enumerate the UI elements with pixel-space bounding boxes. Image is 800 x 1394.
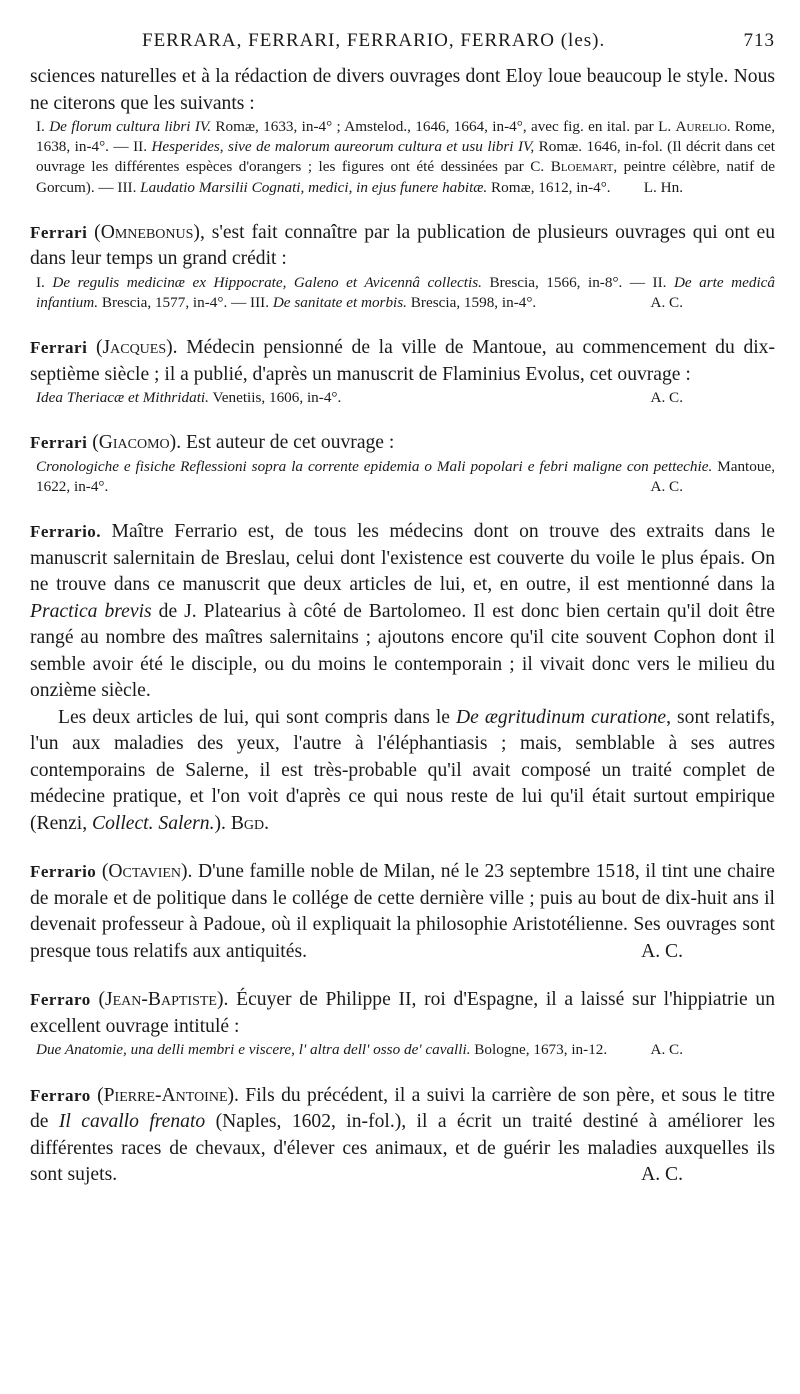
entry-forename: (Giacomo)	[92, 432, 177, 454]
entry-bibliography	[30, 457, 775, 497]
entry-name: Ferrario.	[30, 522, 102, 542]
header-title: FERRARA, FERRARI, FERRARIO, FERRARO (les).	[142, 30, 606, 51]
note-text: Venetiis, 1606, in-4°.	[208, 389, 342, 407]
book-title: De florum cultura libri IV.	[49, 118, 211, 135]
intro-bibliography	[30, 117, 775, 198]
book-title: Collect. Salern.	[92, 812, 215, 834]
note-text: , peintre célèbre, natif de Gorcum). — III.	[36, 158, 775, 196]
book-title: Cronologiche e fisiche Reflessioni sopra la corrente epidemia o Mali popolari e febri maligne con pettechie.	[36, 457, 713, 475]
book-title: Laudatio Marsilii Cognati, medici, in ejus funere habitæ.	[140, 178, 488, 196]
entry-text: , s'est fait connaître par la publication de plusieurs ouvrages qui ont eu dans leur temps un grand crédit :	[30, 221, 775, 270]
book-title: De arte medicâ infantium.	[36, 273, 776, 312]
author-signature: A. C.	[650, 389, 683, 407]
entry-text: . Est auteur de cet ouvrage :	[176, 432, 395, 454]
book-title: Idea Theriacæ et Mithridati.	[36, 389, 209, 407]
entry-bibliography	[30, 388, 775, 408]
entry-text: . D'une famille noble de Milan, né le 23 septembre 1518, il tint une chaire de morale et de politique dans le collége de cette dernière ville ; puis au bout de dix-huit ans il devenait professeur à Padoue, où il expliquait la philosophie Aristotélienne. Ses ouvrages sont presque tous relatifs aux antiquités.	[30, 861, 775, 962]
entry-bibliography	[30, 1040, 775, 1060]
entry-text: , sont relatifs, l'un aux maladies des yeux, l'autre à l'éléphantiasis ; mais, semblable à ses autres contemporains de Salerne, il est très-probable qu'il avait composé un traité complet de médecine pratique, et l'on voit d'après ce qui nous reste de lui qu'il était surtout empirique (Renzi,	[30, 706, 776, 834]
note-text: Brescia, 1577, in-4°. — III.	[98, 294, 273, 312]
entry-text: Maître Ferrario est, de tous les médecins dont on trouve des extraits dans le manuscrit salernitain de Breslau, celui dont l'existence est couverte du voile le plus épais. On ne trouve dans ce manuscrit que deux articles de lui, et, en outre, il est mentionné dans la	[30, 521, 775, 596]
note-text: Romæ. 1646, in-fol. (Il décrit dans cet ouvrage les différentes espèces d'orangers ; les figures ont été dessinées par C.	[36, 138, 776, 176]
entry-text: (Naples, 1602, in-fol.), il a écrit un traité destiné à améliorer les différentes races de chevaux, d'élever ces animaux, et de guérir les maladies auxquelles ils sont sujets.	[30, 1111, 775, 1186]
entry-bibliography	[30, 273, 775, 313]
entry-forename: (Omnebonus)	[94, 221, 200, 243]
note-text: I.	[36, 273, 53, 291]
author-signature: A. C.	[650, 478, 683, 496]
book-title: Practica brevis	[30, 600, 152, 622]
entry-text: . Écuyer de Philippe II, roi d'Espagne, il a laissé sur l'hippiatrie un excellent ouvrage intitulé :	[30, 989, 775, 1037]
book-title: Hesperides, sive de malorum aureorum cultura et usu libri IV,	[151, 138, 535, 156]
note-text: . Rome, 1638, in-4°. — II.	[36, 118, 776, 156]
entry-ferraro-jean-baptiste	[30, 987, 775, 1060]
page	[30, 20, 775, 1189]
book-title: De sanitate et morbis.	[272, 294, 407, 312]
entry-name: Ferrari	[30, 433, 88, 453]
book-title: De regulis medicinæ ex Hippocrate, Galeno et Avicennâ collectis.	[52, 273, 482, 291]
page-number: 713	[743, 30, 775, 51]
entry-text: . Fils du précédent, il a suivi la carrière de son père, et sous le titre de	[30, 1084, 775, 1133]
entry-ferrari-giacomo	[30, 430, 775, 497]
book-title: Due Anatomie, una delli membri e viscere, l' altra dell' osso de' cavalli.	[36, 1041, 471, 1059]
author-signature: A. C.	[650, 1041, 683, 1059]
entry-name: Ferrari	[30, 338, 88, 358]
entry-name: Ferrario	[30, 862, 97, 882]
page-body	[30, 64, 775, 1189]
note-text: Romæ, 1633, in-4° ; Amstelod., 1646, 1664, in-4°, avec fig. en ital. par L.	[211, 118, 676, 135]
author-signature: A. C.	[641, 1164, 683, 1186]
running-header	[30, 20, 775, 64]
entry-ferraro-pierre-antoine	[30, 1083, 775, 1189]
entry-name: Ferrari	[30, 222, 88, 242]
note-text: I.	[36, 118, 50, 135]
note-text: Brescia, 1598, in-4°.	[406, 294, 537, 312]
note-text: Brescia, 1566, in-8°. — II.	[481, 273, 674, 291]
entry-ferrari-omnebonus	[30, 220, 775, 313]
entry-forename: (Octavien)	[101, 861, 188, 883]
author-signature: A. C.	[641, 940, 683, 962]
person-name: Aurelio	[675, 118, 727, 135]
entry-forename: (Jean-Baptiste)	[98, 989, 224, 1011]
entry-text: . Médecin pensionné de la ville de Mantoue, au commencement du dix-septième siècle ; il a publié, d'après un manuscrit de Flaminius Evolus, cet ouvrage :	[30, 337, 776, 385]
entry-forename: (Jacques)	[95, 337, 173, 359]
author-signature: A. C.	[650, 294, 683, 312]
person-name: Bloemart	[550, 158, 614, 176]
book-title: De ægritudinum curatione	[456, 706, 667, 728]
author-signature: L. Hn.	[643, 178, 683, 196]
author-signature: Bgd.	[230, 812, 270, 834]
entry-ferrario-octavien	[30, 859, 775, 965]
book-title: Il cavallo frenato	[58, 1111, 206, 1133]
entry-name: Ferraro	[30, 990, 91, 1010]
entry-forename: (Pierre-Antoine)	[97, 1084, 235, 1106]
entry-ferrari-jacques	[30, 335, 775, 408]
entry-text: Les deux articles de lui, qui sont compris dans le	[58, 706, 456, 728]
note-text: Romæ, 1612, in-4°.	[487, 178, 611, 196]
intro-paragraph: sciences naturelles et à la rédaction de divers ouvrages dont Eloy loue beaucoup le style. Nous ne citerons que les suivants :	[30, 66, 775, 114]
entry-text: de J. Platearius à côté de Bartolomeo. Il est donc bien certain qu'il doit être rangé au nombre des maîtres salernitains ; ajoutons encore qu'il cite souvent Cophon dont il semble avoir été le disciple, ou du moins le contemporain ; il vivait donc vers le milieu du onzième siècle.	[30, 600, 775, 702]
entry-text: ).	[214, 812, 231, 834]
note-text: Mantoue, 1622, in-4°.	[36, 457, 775, 496]
entry-name: Ferraro	[30, 1085, 91, 1105]
note-text: Bologne, 1673, in-12.	[470, 1041, 608, 1059]
entry-ferrario	[30, 519, 775, 837]
